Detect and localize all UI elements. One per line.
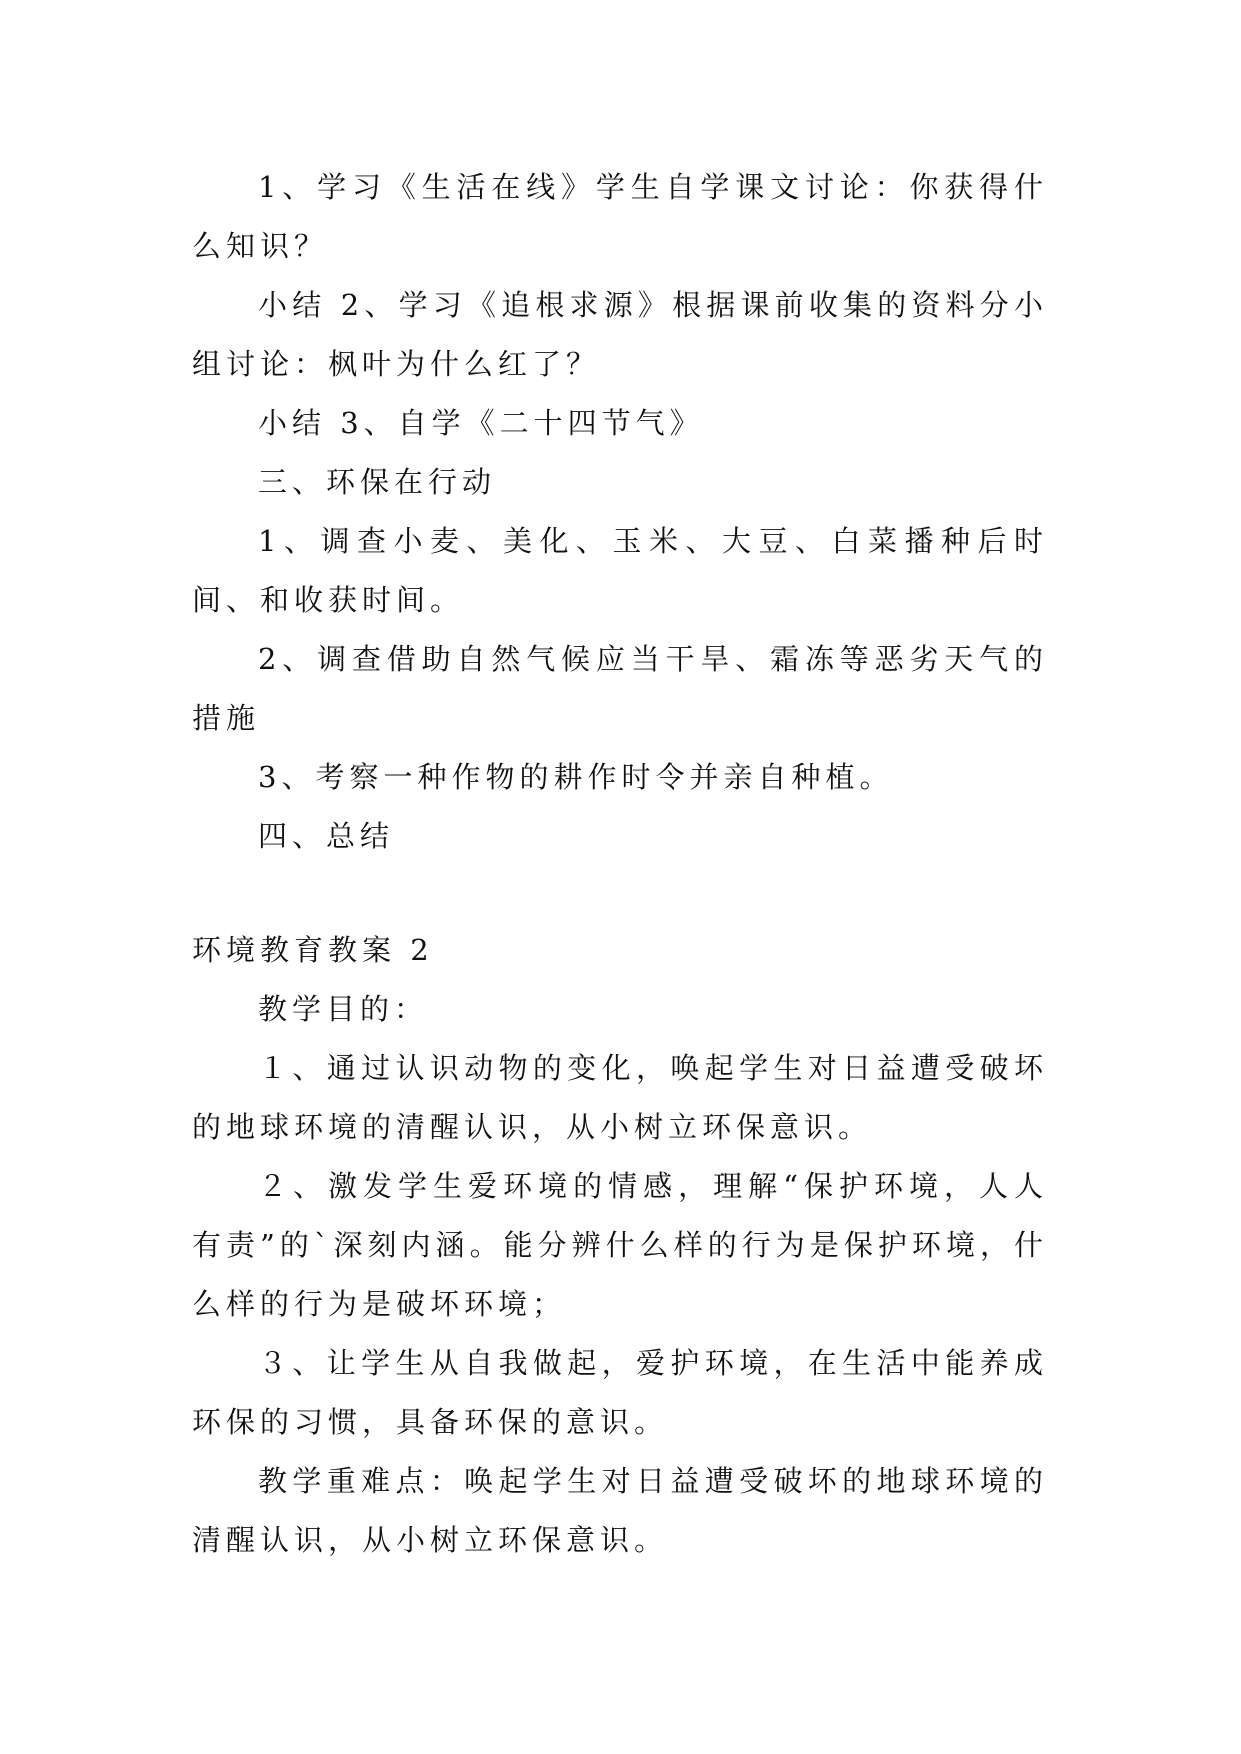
- paragraph: 小结 2、学习《追根求源》根据课前收集的资料分小组讨论：枫叶为什么红了？: [192, 288, 1048, 381]
- paragraph: ３、让学生从自我做起，爱护环境，在生活中能养成环保的习惯，具备环保的意识。: [192, 1346, 1048, 1439]
- paragraph: １、通过认识动物的变化，唤起学生对日益遭受破坏的地球环境的清醒认识，从小树立环保意识。: [192, 1051, 1048, 1144]
- paragraph: ２、激发学生爱环境的情感，理解“保护环境，人人有责”的`深刻内涵。能分辨什么样的行为是保护环境，什么样的行为是破坏环境；: [192, 1169, 1048, 1321]
- section-gap: [192, 866, 1048, 921]
- paragraph: 小结 3、自学《二十四节气》: [258, 406, 704, 440]
- document-body: [192, 158, 1048, 1570]
- paragraph: 1、调查小麦、美化、玉米、大豆、白菜播种后时间、和收获时间。: [192, 524, 1048, 617]
- paragraph: 四、总结: [258, 819, 395, 853]
- paragraph: 教学重难点：唤起学生对日益遭受破坏的地球环境的清醒认识，从小树立环保意识。: [192, 1464, 1048, 1557]
- paragraph: 2、调查借助自然气候应当干旱、霜冻等恶劣天气的措施: [192, 642, 1048, 735]
- paragraph: 三、环保在行动: [258, 465, 497, 499]
- paragraph: 3、考察一种作物的耕作时令并亲自种植。: [258, 760, 894, 794]
- paragraph: 1、学习《生活在线》学生自学课文讨论：你获得什么知识？: [192, 170, 1048, 263]
- section-title: 环境教育教案 2: [192, 933, 434, 967]
- paragraph: 教学目的：: [258, 992, 429, 1026]
